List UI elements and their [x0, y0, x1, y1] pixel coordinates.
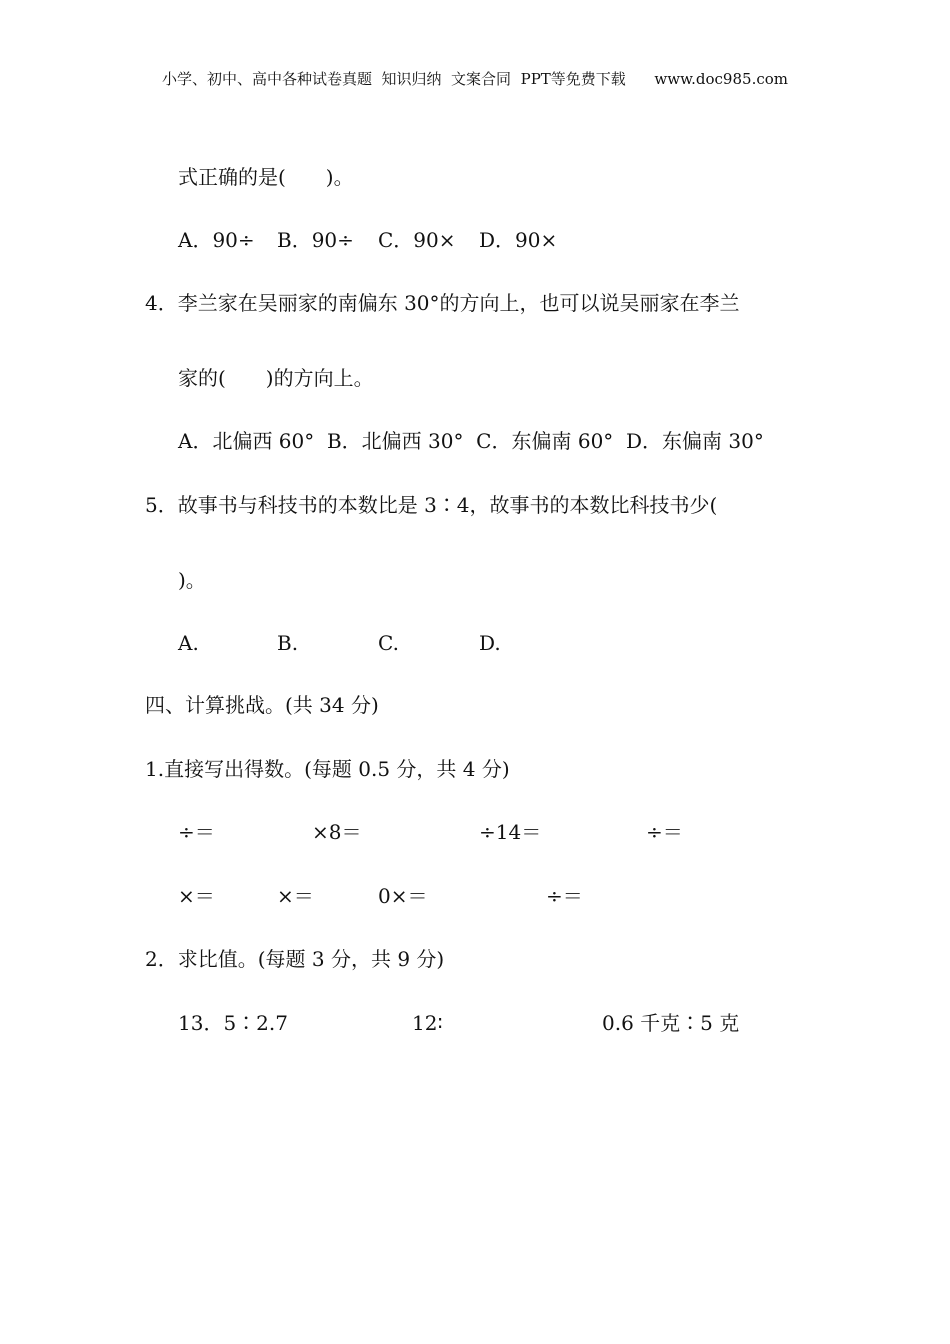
q5-option-a: A. — [178, 631, 199, 655]
q3-continuation: 式正确的是( )。 — [178, 165, 354, 189]
q4-options: A．北偏西 60° B．北偏西 30° C．东偏南 60° D．东偏南 30° — [178, 429, 764, 453]
q3-option-a: A．90÷ — [178, 228, 255, 252]
q3-option-c: C．90× — [378, 228, 456, 252]
calc1-r2-item1: ×＝ — [178, 884, 215, 908]
calc2-item1: 13．5∶2.7 — [178, 1011, 288, 1035]
calc2-item2: 12∶ — [412, 1011, 443, 1035]
calc2-title: 2．求比值。(每题 3 分，共 9 分) — [145, 947, 445, 971]
q5-line2: )。 — [178, 568, 206, 592]
calc1-r1-item4: ÷＝ — [646, 820, 683, 844]
calc2-item3: 0.6 千克∶5 克 — [602, 1011, 740, 1035]
page-header: 小学、初中、高中各种试卷真题 知识归纳 文案合同 PPT等免费下载 www.doc985.com — [161, 70, 788, 88]
q5-option-d: D. — [479, 631, 501, 655]
calc1-r2-item3: 0×＝ — [378, 884, 428, 908]
calc1-r2-item2: ×＝ — [277, 884, 314, 908]
calc1-title: 1.直接写出得数。(每题 0.5 分，共 4 分) — [145, 757, 510, 781]
q3-option-d: D．90× — [479, 228, 558, 252]
calc1-r1-item2: ×8＝ — [312, 820, 362, 844]
q4-line1: 4．李兰家在吴丽家的南偏东 30°的方向上，也可以说吴丽家在李兰 — [145, 291, 740, 315]
calc1-r1-item3: ÷14＝ — [479, 820, 542, 844]
calc1-r1-item1: ÷＝ — [178, 820, 215, 844]
q5-option-c: C. — [378, 631, 399, 655]
section4-title: 四、计算挑战。(共 34 分) — [145, 693, 379, 717]
q5-option-b: B. — [277, 631, 299, 655]
q4-line2: 家的( )的方向上。 — [178, 366, 374, 390]
q3-option-b: B．90÷ — [277, 228, 354, 252]
q5-line1: 5．故事书与科技书的本数比是 3∶4，故事书的本数比科技书少( — [145, 493, 718, 517]
calc1-r2-item4: ÷＝ — [546, 884, 583, 908]
